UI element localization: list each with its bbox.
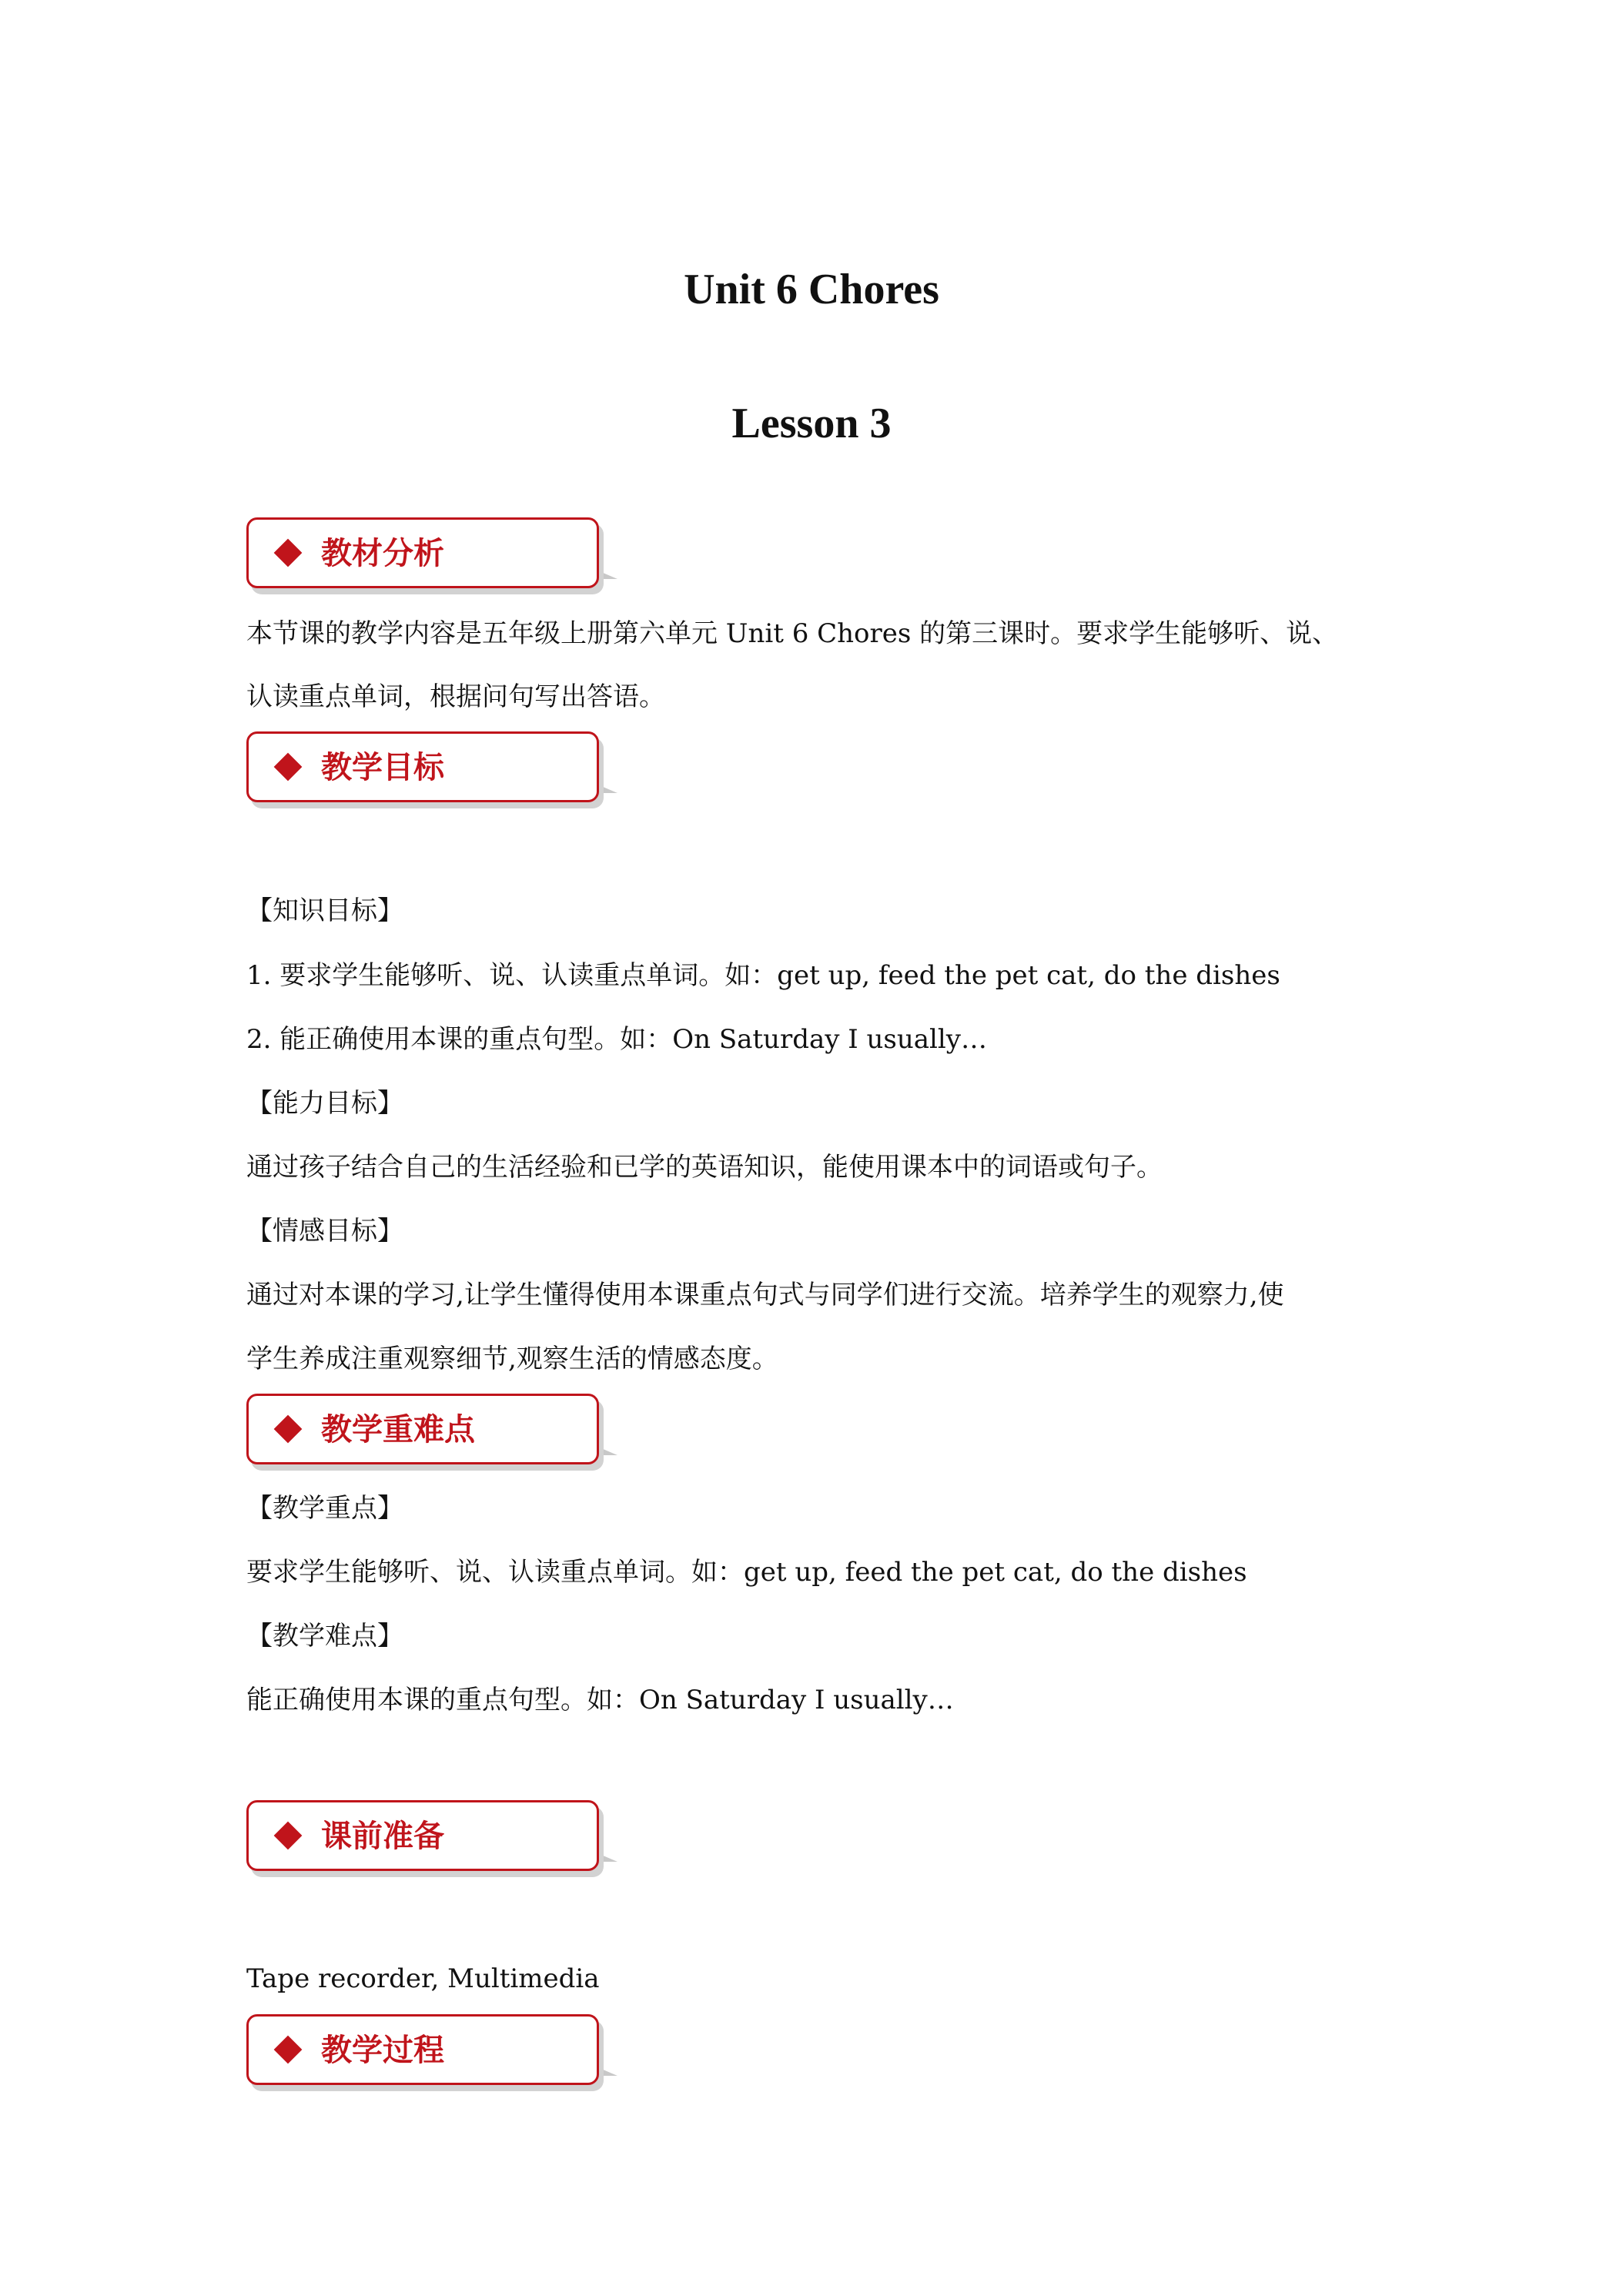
teaching-focus-text: 要求学生能够听、说、认读重点单词。如：get up, feed the pet cat, do the dishes <box>246 1557 1247 1588</box>
diamond-bullet-icon <box>274 753 303 782</box>
ability-objective-heading: 【能力目标】 <box>246 1088 403 1119</box>
knowledge-objective-item-2: 2. 能正确使用本课的重点句型。如：On Saturday I usually… <box>246 1024 987 1055</box>
diamond-bullet-icon <box>274 2036 303 2064</box>
section-box <box>246 731 599 802</box>
section-label: 课前准备 <box>321 1819 444 1854</box>
section-header-analysis <box>246 517 604 593</box>
section-box <box>246 517 599 588</box>
emotion-objective-heading: 【情感目标】 <box>246 1216 403 1247</box>
section-box <box>246 2014 599 2085</box>
knowledge-objective-heading: 【知识目标】 <box>246 895 403 926</box>
preparation-text: Tape recorder, Multimedia <box>246 1963 600 1994</box>
section-header-key-points <box>246 1394 604 1469</box>
ability-objective-text: 通过孩子结合自己的生活经验和已学的英语知识，能使用课本中的词语或句子。 <box>246 1152 1163 1183</box>
teaching-focus-heading: 【教学重点】 <box>246 1493 403 1524</box>
teaching-difficulty-heading: 【教学难点】 <box>246 1621 403 1652</box>
analysis-text-line-2: 认读重点单词，根据问句写出答语。 <box>246 681 665 712</box>
section-label: 教学目标 <box>321 750 444 785</box>
analysis-text-line-1: 本节课的教学内容是五年级上册第六单元 Unit 6 Chores 的第三课时。要求学生能够听、说、 <box>246 618 1339 649</box>
diamond-bullet-icon <box>274 539 303 567</box>
emotion-objective-line-2: 学生养成注重观察细节,观察生活的情感态度。 <box>246 1344 778 1374</box>
section-box <box>246 1800 599 1871</box>
knowledge-objective-item-1: 1. 要求学生能够听、说、认读重点单词。如：get up, feed the pet cat, do the dishes <box>246 960 1280 991</box>
section-label: 教学过程 <box>321 2033 444 2068</box>
section-box <box>246 1394 599 1464</box>
section-label: 教材分析 <box>321 536 444 571</box>
emotion-objective-line-1: 通过对本课的学习,让学生懂得使用本课重点句式与同学们进行交流。培养学生的观察力,使 <box>246 1280 1284 1310</box>
diamond-bullet-icon <box>274 1822 303 1850</box>
section-header-preparation <box>246 1800 604 1876</box>
lesson-title: Lesson 3 <box>731 400 892 447</box>
section-label: 教学重难点 <box>321 1412 475 1448</box>
teaching-difficulty-text: 能正确使用本课的重点句型。如：On Saturday I usually… <box>246 1685 954 1715</box>
page-title: Unit 6 Chores <box>684 266 939 313</box>
diamond-bullet-icon <box>274 1415 303 1444</box>
section-header-process <box>246 2014 604 2090</box>
section-header-objectives <box>246 731 604 807</box>
